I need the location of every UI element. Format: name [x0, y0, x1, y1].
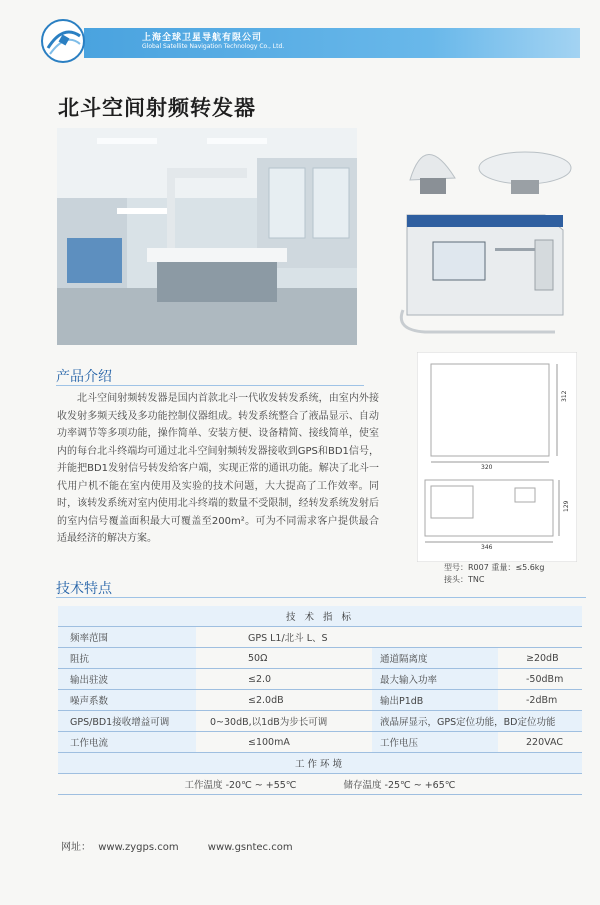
- spec-model: 型号：R007 重量：≤5.6kg: [444, 563, 545, 572]
- param-name: 频率范围: [58, 627, 196, 648]
- tech-divider: [56, 597, 586, 598]
- company-name-en: Global Satellite Navigation Technology Co., Ltd.: [142, 43, 285, 50]
- param-value: -50dBm: [498, 669, 582, 690]
- footer: [61, 838, 297, 853]
- param-name: 阻抗: [58, 648, 196, 669]
- table-header-row: [58, 606, 582, 627]
- company-name-cn: 上海全球卫星导航有限公司: [142, 33, 263, 43]
- product-photo: [385, 130, 583, 340]
- table-row: [58, 669, 582, 690]
- param-value: -2dBm: [498, 690, 582, 711]
- param-value: 0~30dB,以1dB为步长可调: [196, 711, 372, 732]
- work-temperature: 工作温度 -20℃ ~ +55℃: [184, 780, 297, 791]
- param-value: 220VAC: [498, 732, 582, 753]
- param-value: ≤2.0dB: [196, 690, 372, 711]
- param-name: 输出P1dB: [372, 690, 498, 711]
- param-value: ≥20dB: [498, 648, 582, 669]
- env-header-row: [58, 753, 582, 774]
- param-name: 输出驻波: [58, 669, 196, 690]
- param-name: 工作电流: [58, 732, 196, 753]
- company-header: [40, 18, 580, 64]
- intro-paragraph: 北斗空间射频转发器是国内首款北斗一代收发转发系统，由室内外接收发射多频天线及多功能控制仪器组成。转发系统整合了液晶显示、自动功率调节等多项功能，操作简单、安装方便、设备精简、接线简单，使室内的每台北斗终端均可通过北斗空间射频转发器接收到GPS和BD1信号，并能把BD1发射信号转发给客户端，实现正常的通讯功能。解决了北斗一代用户机不能在室内使用及实验的技术问题，大大提高了工作效率。同时，该转发系统对室内使用北斗终端的数量不受限制，经转发系统发射后的室内信号覆盖面积最大可覆盖至200m²。可为不同需求客户提供最合适最经济的解决方案。: [57, 393, 379, 544]
- website-link-2[interactable]: www.gsntec.com: [207, 842, 293, 853]
- param-name: 工作电压: [372, 732, 498, 753]
- satellite-logo-icon: [40, 18, 86, 64]
- spec-table: [58, 606, 582, 795]
- table-title: 技 术 指 标: [58, 606, 582, 627]
- intro-heading: 产品介绍: [56, 369, 112, 385]
- laboratory-photo: [57, 128, 357, 345]
- param-value: GPS L1/北斗 L、S: [196, 627, 582, 648]
- dim-width-label: 320: [481, 464, 493, 471]
- param-name: 噪声系数: [58, 690, 196, 711]
- spec-connector: 接头：TNC: [444, 575, 485, 584]
- product-spec: [444, 562, 545, 586]
- param-feature: 液晶屏显示，GPS定位功能，BD定位功能: [372, 711, 582, 732]
- table-row: [58, 627, 582, 648]
- env-title: 工作环境: [58, 753, 582, 774]
- param-value: ≤2.0: [196, 669, 372, 690]
- table-row: [58, 732, 582, 753]
- dimension-drawing: [417, 352, 577, 562]
- param-value: 50Ω: [196, 648, 372, 669]
- dim-height-label: 312: [561, 390, 568, 402]
- param-name: 通道隔离度: [372, 648, 498, 669]
- param-name: 最大输入功率: [372, 669, 498, 690]
- page-title: 北斗空间射频转发器: [58, 96, 256, 120]
- param-value: ≤100mA: [196, 732, 372, 753]
- dim-bottom-label: 346: [481, 544, 493, 551]
- param-name: GPS/BD1接收增益可调: [58, 711, 196, 732]
- table-row: [58, 711, 582, 732]
- website-label: 网址：: [61, 842, 91, 853]
- table-row: [58, 690, 582, 711]
- intro-divider: [56, 385, 364, 386]
- storage-temperature: 储存温度 -25℃ ~ +65℃: [343, 780, 456, 791]
- env-row: [58, 774, 582, 795]
- dim-front-label: 129: [563, 500, 570, 512]
- website-link-1[interactable]: www.zygps.com: [98, 842, 179, 853]
- env-values: [58, 774, 582, 795]
- tech-heading: 技术特点: [56, 581, 112, 597]
- table-row: [58, 648, 582, 669]
